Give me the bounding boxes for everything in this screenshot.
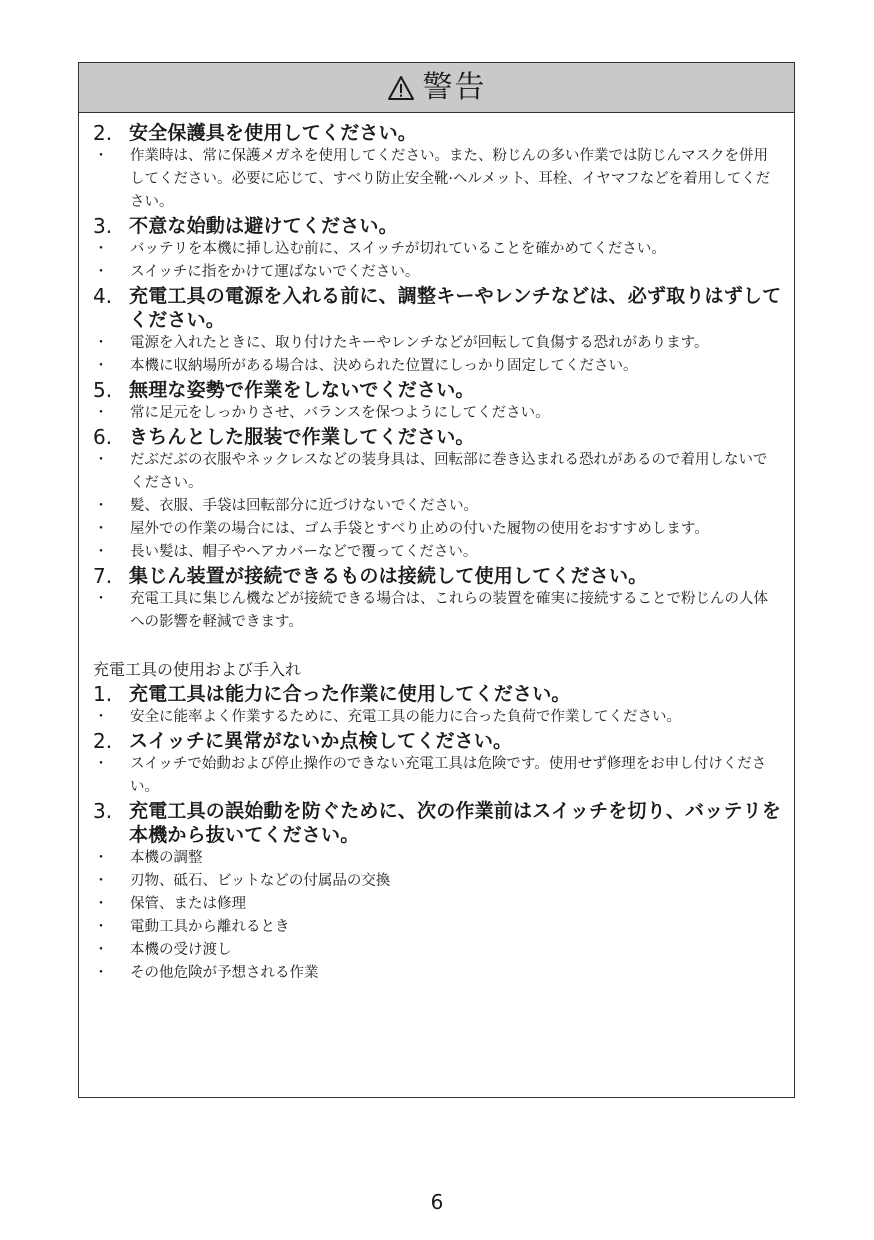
bullet-item	[91, 893, 782, 916]
bullet-item	[91, 355, 782, 378]
bullet-text: バッテリを本機に挿し込む前に、スイッチが切れていることを確かめてください。	[130, 241, 666, 257]
warning-title: 警告	[422, 69, 487, 105]
bullet-item	[91, 870, 782, 893]
bullet-text: 安全に能率よく作業するために、充電工具の能力に合った負荷で作業してください。	[130, 709, 681, 725]
numbered-item	[91, 729, 782, 753]
bullet-mark: ・	[94, 965, 108, 981]
bullet-item	[91, 261, 782, 284]
bullet-mark: ・	[94, 544, 108, 560]
bullet-text: 髪、衣服、手袋は回転部分に近づけないでください。	[130, 498, 478, 514]
item-heading: 充電工具の電源を入れる前に、調整キーやレンチなどは、必ず取りはずしてください。	[129, 285, 782, 331]
bullet-item	[91, 753, 782, 799]
item-number: 1.	[93, 682, 113, 706]
numbered-item	[91, 121, 782, 145]
bullet-mark: ・	[94, 919, 108, 935]
bullet-text: その他危険が予想される作業	[130, 965, 319, 981]
bullet-item	[91, 541, 782, 564]
bullet-text: スイッチに指をかけて運ばないでください。	[130, 264, 420, 280]
bullet-text: スイッチで始動および停止操作のできない充電工具は危険です。使用せず修理をお申し付けください。	[130, 756, 767, 795]
bullet-mark: ・	[94, 358, 108, 374]
item-number: 5.	[93, 378, 113, 402]
bullet-mark: ・	[94, 942, 108, 958]
bullet-mark: ・	[94, 241, 108, 257]
bullet-text: 電動工具から離れるとき	[130, 919, 290, 935]
bullet-item	[91, 145, 782, 214]
bullet-mark: ・	[94, 709, 108, 725]
item-number: 7.	[93, 564, 113, 588]
bullet-text: 本機の調整	[130, 850, 203, 866]
warning-content	[79, 113, 794, 985]
bullet-mark: ・	[94, 591, 108, 607]
bullet-item	[91, 495, 782, 518]
numbered-item	[91, 564, 782, 588]
bullet-mark: ・	[94, 896, 108, 912]
item-number: 6.	[93, 425, 113, 449]
bullet-text: 保管、または修理	[130, 896, 246, 912]
bullet-item	[91, 706, 782, 729]
warning-triangle-icon	[387, 75, 415, 101]
item-heading: スイッチに異常がないか点検してください。	[129, 730, 513, 752]
bullet-item	[91, 449, 782, 495]
bullet-item	[91, 332, 782, 355]
section-title: 充電工具の使用および手入れ	[93, 660, 302, 679]
bullet-mark: ・	[94, 873, 108, 889]
item-heading: 無理な姿勢で作業をしないでください。	[129, 379, 475, 401]
bullet-mark: ・	[94, 498, 108, 514]
bullet-text: だぶだぶの衣服やネックレスなどの装身具は、回転部に巻き込まれる恐れがあるので着用しないでください。	[130, 452, 768, 491]
item-number: 4.	[93, 284, 113, 308]
bullet-text: 作業時は、常に保護メガネを使用してください。また、粉じんの多い作業では防じんマスクを併用してください。必要に応じて、すべり防止安全靴·ヘルメット、耳栓、イヤマフなどを着用してください。	[130, 148, 771, 210]
bullet-mark: ・	[94, 405, 108, 421]
bullet-mark: ・	[94, 148, 108, 164]
item-heading: 安全保護具を使用してください。	[129, 122, 418, 144]
bullet-mark: ・	[94, 521, 108, 537]
item-number: 3.	[93, 214, 113, 238]
bullet-item	[91, 518, 782, 541]
bullet-item	[91, 588, 782, 634]
numbered-item	[91, 284, 782, 332]
bullet-text: 本機の受け渡し	[130, 942, 232, 958]
bullet-mark: ・	[94, 335, 108, 351]
numbered-item	[91, 378, 782, 402]
bullet-text: 充電工具に集じん機などが接続できる場合は、これらの装置を確実に接続することで粉じんの人体への影響を軽減できます。	[130, 591, 768, 630]
numbered-item	[91, 214, 782, 238]
item-heading: きちんとした服装で作業してください。	[129, 426, 475, 448]
bullet-item	[91, 847, 782, 870]
warning-box	[78, 62, 795, 1098]
item-number: 2.	[93, 121, 113, 145]
bullet-text: 本機に収納場所がある場合は、決められた位置にしっかり固定してください。	[130, 358, 638, 374]
bullet-text: 長い髪は、帽子やヘアカバーなどで覆ってください。	[130, 544, 478, 560]
warning-header	[79, 63, 794, 113]
bullet-mark: ・	[94, 756, 108, 772]
bullet-mark: ・	[94, 264, 108, 280]
bullet-item	[91, 939, 782, 962]
bullet-mark: ・	[94, 850, 108, 866]
item-heading: 不意な始動は避けてください。	[129, 215, 398, 237]
item-heading: 充電工具は能力に合った作業に使用してください。	[129, 683, 571, 705]
page-number: 6	[430, 1190, 444, 1214]
bullet-item	[91, 962, 782, 985]
bullet-text: 常に足元をしっかりさせ、バランスを保つようにしてください。	[130, 405, 550, 421]
bullet-text: 電源を入れたときに、取り付けたキーやレンチなどが回転して負傷する恐れがあります。	[130, 335, 709, 351]
bullet-item	[91, 238, 782, 261]
bullet-text: 屋外での作業の場合には、ゴム手袋とすべり止めの付いた履物の使用をおすすめします。	[130, 521, 709, 537]
item-heading: 充電工具の誤始動を防ぐために、次の作業前はスイッチを切り、バッテリを本機から抜いてください。	[129, 800, 782, 846]
bullet-text: 刃物、砥石、ビットなどの付属品の交換	[130, 873, 391, 889]
numbered-item	[91, 799, 782, 847]
bullet-mark: ・	[94, 452, 108, 468]
item-number: 3.	[93, 799, 113, 823]
bullet-item	[91, 402, 782, 425]
numbered-item	[91, 425, 782, 449]
numbered-item	[91, 682, 782, 706]
item-number: 2.	[93, 729, 113, 753]
bullet-item	[91, 916, 782, 939]
item-heading: 集じん装置が接続できるものは接続して使用してください。	[129, 565, 648, 587]
